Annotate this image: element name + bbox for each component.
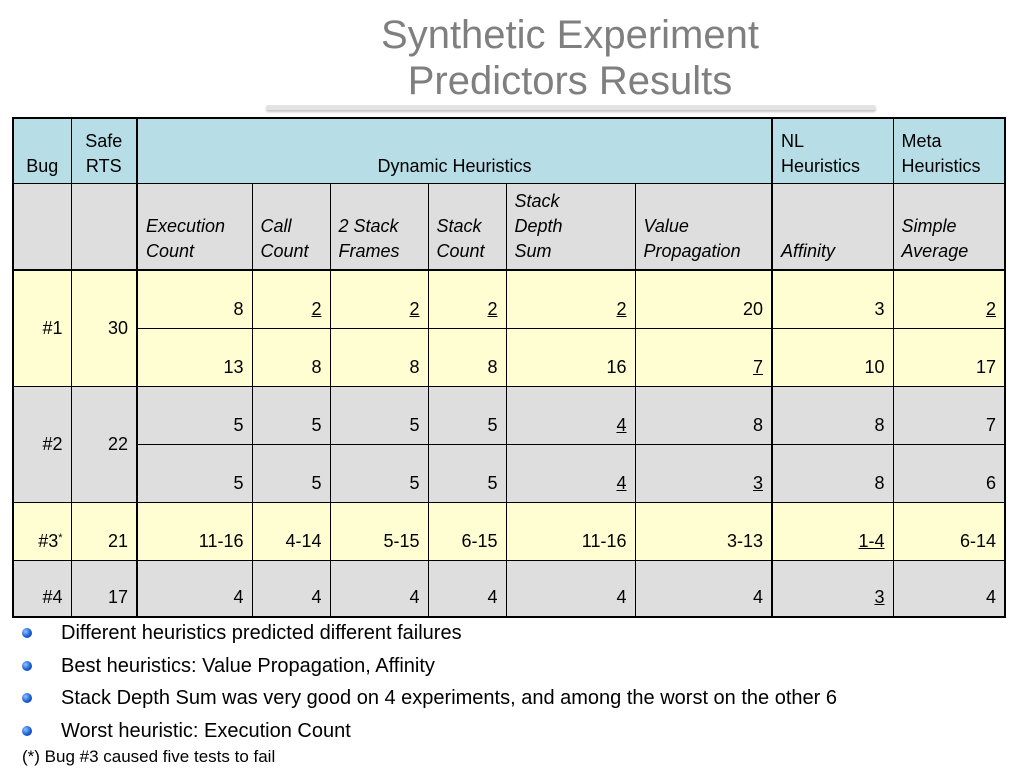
stack-depth-sum-cell: 4 (506, 560, 635, 617)
execution-count-cell: 5 (137, 444, 252, 502)
2-stack-frames-cell: 8 (330, 328, 428, 386)
execution-count-cell: 5 (137, 386, 252, 444)
stack-count-cell: 8 (428, 328, 506, 386)
call-count-cell: 5 (252, 386, 330, 444)
execution-count-cell: 4 (137, 560, 252, 617)
header-bug: Bug (13, 118, 71, 183)
stack-count-cell: 4 (428, 560, 506, 617)
2-stack-frames-cell: 2 (330, 270, 428, 328)
header-dynamic-heuristics: Dynamic Heuristics (137, 118, 772, 183)
call-count-cell: 4 (252, 560, 330, 617)
stack-depth-sum-cell: 4 (506, 386, 635, 444)
2-stack-frames-cell: 5 (330, 386, 428, 444)
subheader-stack-depth-sum: Stack Depth Sum (506, 183, 635, 270)
table-row (13, 560, 1005, 617)
table-row (13, 444, 1005, 502)
value-propagation-cell: 3 (635, 444, 772, 502)
simple-average-cell: 2 (893, 270, 1005, 328)
subheader-call-count: Call Count (252, 183, 330, 270)
call-count-cell: 2 (252, 270, 330, 328)
subheader-bug-empty (13, 183, 71, 270)
simple-average-cell: 6 (893, 444, 1005, 502)
subheader-simple-average: Simple Average (893, 183, 1005, 270)
subheader-value-propagation: Value Propagation (635, 183, 772, 270)
value-propagation-cell: 20 (635, 270, 772, 328)
title-underline-rule (266, 105, 876, 110)
stack-depth-sum-cell: 16 (506, 328, 635, 386)
affinity-cell: 1-4 (772, 502, 893, 560)
header-nl-heuristics: NL Heuristics (772, 118, 893, 183)
table-row (13, 270, 1005, 328)
blue-sphere-bullet-icon (22, 693, 32, 703)
blue-sphere-bullet-icon (22, 661, 32, 671)
value-propagation-cell: 4 (635, 560, 772, 617)
affinity-cell: 8 (772, 386, 893, 444)
table-row (13, 328, 1005, 386)
bug-id-cell: #2 (13, 386, 71, 502)
value-propagation-cell: 8 (635, 386, 772, 444)
bullet-item: Different heuristics predicted different failures (22, 617, 837, 650)
simple-average-cell: 17 (893, 328, 1005, 386)
value-propagation-cell: 7 (635, 328, 772, 386)
execution-count-cell: 11-16 (137, 502, 252, 560)
bullet-item: Best heuristics: Value Propagation, Affinity (22, 650, 837, 683)
subheader-execution-count: Execution Count (137, 183, 252, 270)
footnote: (*) Bug #3 caused five tests to fail (22, 747, 276, 766)
stack-count-cell: 2 (428, 270, 506, 328)
execution-count-cell: 8 (137, 270, 252, 328)
subheader-stack-count: Stack Count (428, 183, 506, 270)
table-row (13, 386, 1005, 444)
subheader-2-stack-frames: 2 Stack Frames (330, 183, 428, 270)
table-subheader-row (13, 183, 1005, 270)
bullet-list (22, 617, 837, 747)
simple-average-cell: 7 (893, 386, 1005, 444)
stack-depth-sum-cell: 4 (506, 444, 635, 502)
affinity-cell: 8 (772, 444, 893, 502)
call-count-cell: 5 (252, 444, 330, 502)
table-row (13, 502, 1005, 560)
call-count-cell: 8 (252, 328, 330, 386)
bug-id-cell: #1 (13, 270, 71, 386)
value-propagation-cell: 3-13 (635, 502, 772, 560)
simple-average-cell: 6-14 (893, 502, 1005, 560)
header-meta-heuristics: Meta Heuristics (893, 118, 1005, 183)
safe-rts-cell: 30 (71, 270, 137, 386)
subheader-affinity: Affinity (772, 183, 893, 270)
affinity-cell: 10 (772, 328, 893, 386)
2-stack-frames-cell: 5-15 (330, 502, 428, 560)
safe-rts-cell: 22 (71, 386, 137, 502)
2-stack-frames-cell: 5 (330, 444, 428, 502)
stack-count-cell: 6-15 (428, 502, 506, 560)
safe-rts-cell: 21 (71, 502, 137, 560)
stack-count-cell: 5 (428, 386, 506, 444)
title-line-1: Synthetic Experiment (381, 13, 759, 57)
affinity-cell: 3 (772, 560, 893, 617)
slide-title (260, 12, 880, 104)
affinity-cell: 3 (772, 270, 893, 328)
execution-count-cell: 13 (137, 328, 252, 386)
safe-rts-cell: 17 (71, 560, 137, 617)
bug-footnote-mark: * (58, 531, 63, 544)
bug-id-cell: #3* (13, 502, 71, 560)
stack-depth-sum-cell: 11-16 (506, 502, 635, 560)
blue-sphere-bullet-icon (22, 628, 32, 638)
stack-depth-sum-cell: 2 (506, 270, 635, 328)
bullet-item: Worst heuristic: Execution Count (22, 715, 837, 748)
bullet-item: Stack Depth Sum was very good on 4 experiments, and among the worst on the other 6 (22, 682, 837, 715)
title-line-2: Predictors Results (407, 59, 733, 103)
stack-count-cell: 5 (428, 444, 506, 502)
2-stack-frames-cell: 4 (330, 560, 428, 617)
subheader-safe-rts-empty (71, 183, 137, 270)
table-header-row (13, 118, 1005, 183)
results-table (12, 117, 1006, 618)
simple-average-cell: 4 (893, 560, 1005, 617)
call-count-cell: 4-14 (252, 502, 330, 560)
blue-sphere-bullet-icon (22, 726, 32, 736)
header-safe-rts: Safe RTS (71, 118, 137, 183)
bug-id-cell: #4 (13, 560, 71, 617)
